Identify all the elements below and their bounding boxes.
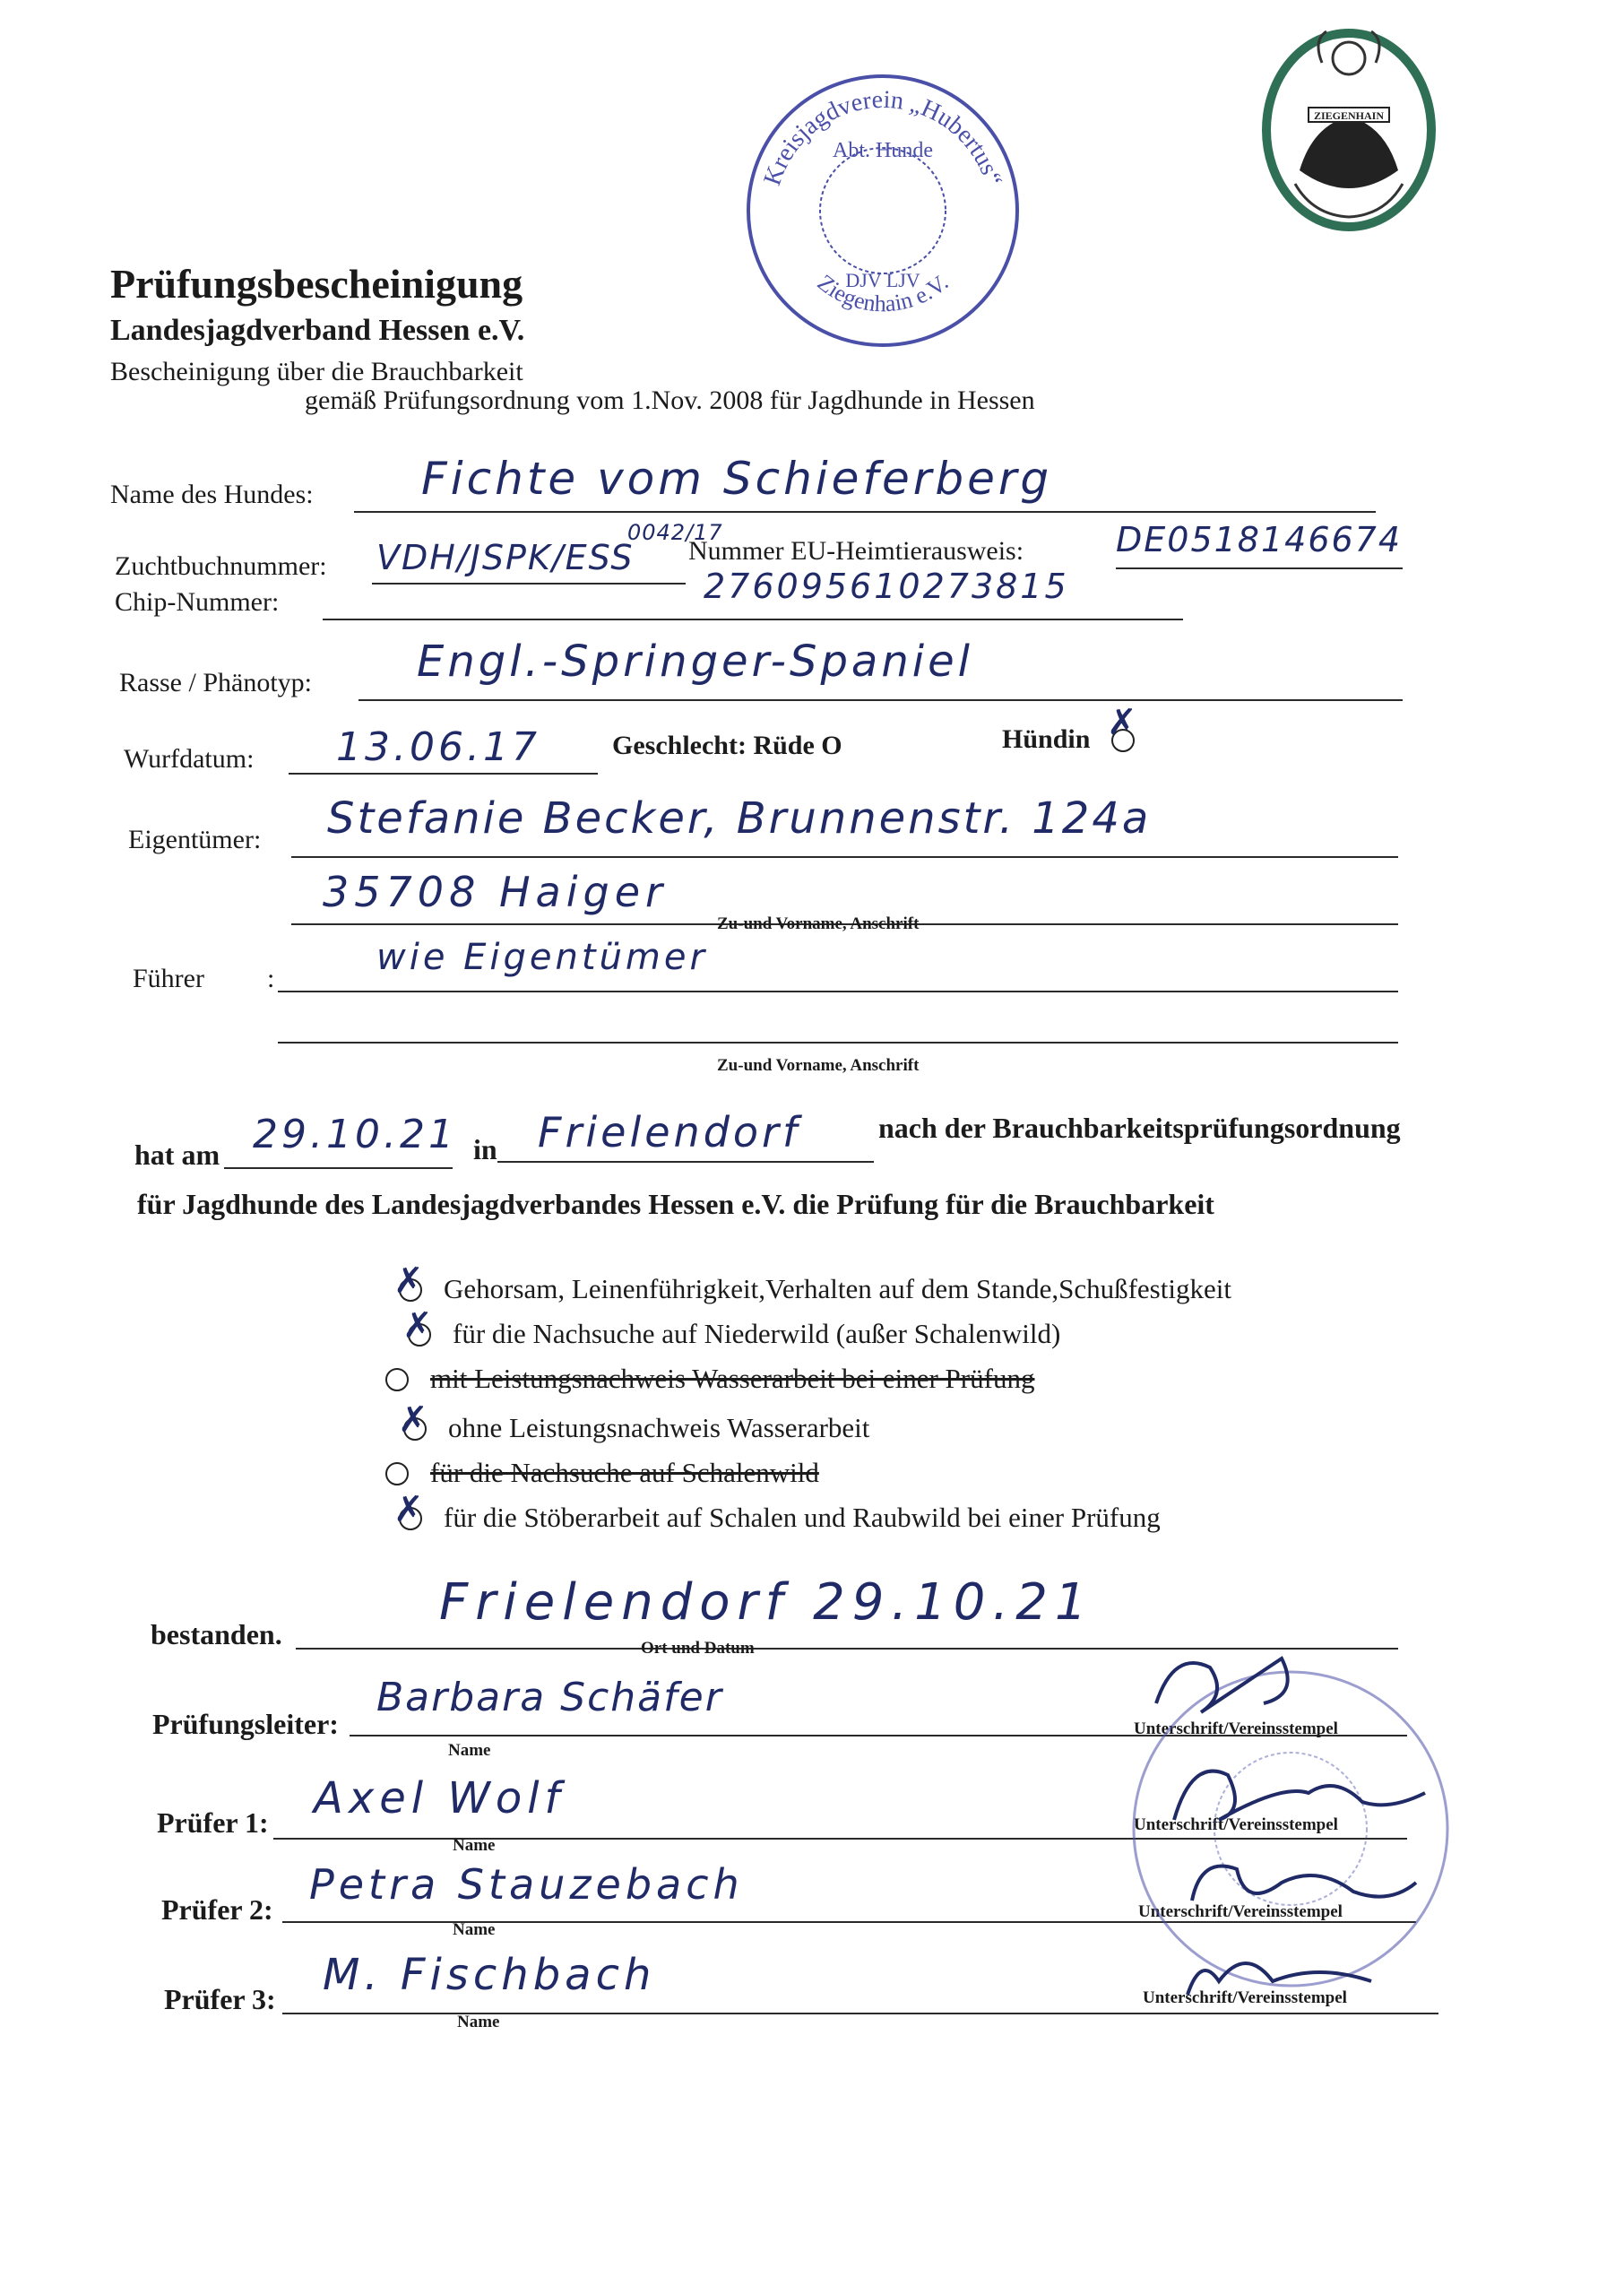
- value-examiner-2: Petra Stauzebach: [309, 1860, 744, 1909]
- value-studbook-suffix: 0042/17: [627, 520, 723, 545]
- label-eu-pet-passport: Nummer EU-Heimtierausweis:: [688, 536, 1024, 566]
- stamp-text-bottom: Ziegenhain e.V.: [812, 269, 954, 317]
- caption-examiner-1-name: Name: [453, 1836, 496, 1855]
- label-examiner-3: Prüfer 3:: [164, 1983, 276, 2015]
- value-eu-pet-passport: DE0518146674: [1116, 520, 1403, 559]
- organization-name: Landesjagdverband Hessen e.V.: [110, 314, 525, 347]
- option-text: für die Nachsuche auf Schalenwild: [430, 1457, 819, 1488]
- caption-examiner-2-name: Name: [453, 1920, 496, 1939]
- label-owner: Eigentümer:: [128, 825, 262, 854]
- label-examiner-1: Prüfer 1:: [157, 1806, 269, 1839]
- club-stamp-top: [735, 63, 1031, 359]
- caption-handler-address: Zu-und Vorname, Anschrift: [717, 1056, 920, 1075]
- exam-option-1: [393, 1260, 1231, 1305]
- value-handler: wie Eigentümer: [376, 937, 708, 978]
- value-place-date: Frielendorf 29.10.21: [439, 1573, 1094, 1632]
- caption-leader-signature: Unterschrift/Vereinsstempel: [1134, 1719, 1338, 1738]
- exam-option-5: [385, 1457, 819, 1489]
- label-studbook: Zuchtbuchnummer:: [115, 551, 327, 581]
- exam-option-3: [385, 1363, 1034, 1395]
- label-chip: Chip-Nummer:: [115, 587, 280, 617]
- option-text: Gehorsam, Leinenführigkeit,Verhalten auf dem Stande,Schußfestigkeit: [444, 1273, 1231, 1304]
- stamp-text-middle: Abt. Hunde: [833, 139, 933, 162]
- label-passed: bestanden.: [151, 1618, 282, 1650]
- label-exam-leader: Prüfungsleiter:: [152, 1708, 339, 1740]
- label-exam-place: in: [473, 1133, 497, 1165]
- exam-option-4: [398, 1399, 870, 1444]
- value-dog-name: Fichte vom Schieferberg: [421, 453, 1053, 505]
- option-check-mark-icon: ✗: [398, 1399, 428, 1441]
- value-exam-date: 29.10.21: [253, 1112, 457, 1157]
- value-owner-line2: 35708 Haiger: [323, 868, 668, 916]
- caption-examiner-3-signature: Unterschrift/Vereinsstempel: [1143, 1988, 1347, 2007]
- value-owner-line1: Stefanie Becker, Brunnenstr. 124a: [327, 793, 1152, 844]
- svg-text:Kreisjagdverein „Hubertus“: [758, 86, 1007, 189]
- option-circle-icon: [385, 1462, 409, 1485]
- value-birth-date: 13.06.17: [336, 724, 540, 770]
- exam-option-2: [402, 1305, 1061, 1350]
- value-chip: 276095610273815: [704, 567, 1069, 606]
- caption-examiner-2-signature: Unterschrift/Vereinsstempel: [1138, 1902, 1343, 1921]
- option-check-mark-icon: ✗: [402, 1305, 433, 1347]
- value-examiner-3: M. Fischbach: [323, 1950, 656, 2000]
- exam-scope-text: für Jagdhunde des Landesjagdverbandes Hessen e.V. die Prüfung für die Brauchbarkeit: [137, 1188, 1214, 1220]
- logo-banner-text: ZIEGENHAIN: [1313, 109, 1385, 122]
- option-text: mit Leistungsnachweis Wasserarbeit bei einer Prüfung: [430, 1363, 1035, 1394]
- caption-leader-name: Name: [448, 1741, 491, 1760]
- header-regulation: gemäß Prüfungsordnung vom 1.Nov. 2008 für Jagdhunde in Hessen: [305, 385, 1035, 415]
- exam-option-6: [393, 1489, 1161, 1534]
- exam-regulation-text: nach der Brauchbarkeitsprüfungsordnung: [878, 1112, 1401, 1144]
- label-handler-colon: :: [267, 964, 275, 993]
- option-circle-icon: [385, 1368, 409, 1391]
- header-subtitle: Bescheinigung über die Brauchbarkeit: [110, 357, 523, 386]
- option-text: für die Nachsuche auf Niederwild (außer Schalenwild): [453, 1318, 1061, 1349]
- label-handler: Führer: [133, 964, 204, 993]
- value-examiner-1: Axel Wolf: [314, 1773, 566, 1823]
- caption-examiner-3-name: Name: [457, 2013, 500, 2031]
- caption-examiner-1-signature: Unterschrift/Vereinsstempel: [1134, 1815, 1338, 1834]
- option-check-mark-icon: ✗: [393, 1260, 424, 1302]
- female-check-mark-icon: ✗: [1107, 702, 1137, 743]
- signatures-and-stamp: [1102, 1641, 1479, 2017]
- value-breed: Engl.-Springer-Spaniel: [417, 637, 973, 687]
- option-text: ohne Leistungsnachweis Wasserarbeit: [448, 1412, 870, 1443]
- label-examiner-2: Prüfer 2:: [161, 1893, 273, 1926]
- label-birth-date: Wurfdatum:: [124, 744, 255, 774]
- document-title: Prüfungsbescheinigung: [110, 261, 523, 307]
- label-sex-male: Geschlecht: Rüde O: [612, 731, 842, 760]
- option-text: für die Stöberarbeit auf Schalen und Raubwild bei einer Prüfung: [444, 1502, 1161, 1533]
- caption-owner-address: Zu-und Vorname, Anschrift: [717, 914, 920, 933]
- stamp-text-upper: Kreisjagdverein „Hubertus“: [758, 85, 1007, 189]
- club-logo: [1259, 27, 1438, 233]
- value-exam-place: Frielendorf: [538, 1108, 801, 1156]
- label-exam-date: hat am: [134, 1139, 220, 1171]
- value-studbook: VDH/JSPK/ESS: [376, 538, 635, 577]
- label-sex-female: Hündin: [1002, 724, 1091, 754]
- label-breed: Rasse / Phänotyp:: [119, 668, 312, 697]
- caption-place-date: Ort und Datum: [641, 1639, 755, 1658]
- value-exam-leader: Barbara Schäfer: [376, 1675, 723, 1720]
- stamp-text-lower: DJV LJV: [845, 269, 920, 291]
- label-dog-name: Name des Hundes:: [110, 480, 314, 509]
- option-check-mark-icon: ✗: [393, 1489, 424, 1530]
